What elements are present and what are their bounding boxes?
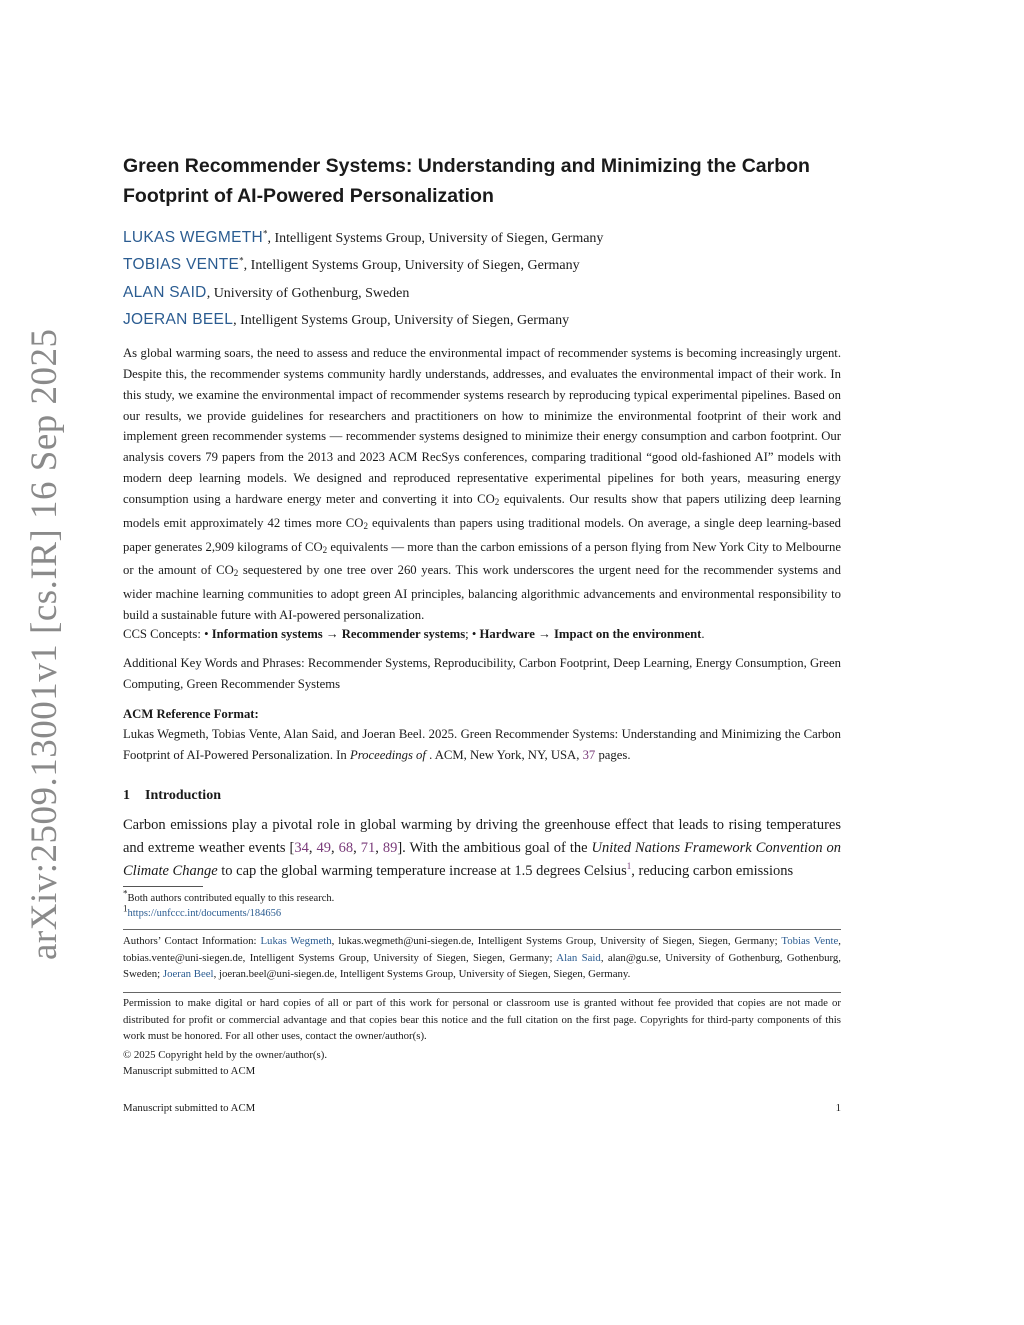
intro-text: Carbon emissions play a pivotal role in global warming by driving the greenhouse effect that leads to rising temperatures and extreme weather events [	[123, 817, 841, 856]
ccs-label: CCS Concepts: •	[123, 627, 212, 641]
paper-title: Green Recommender Systems: Understanding and Minimizing the Carbon Footprint of AI-Powered Personalization	[123, 155, 810, 207]
abstract-text: As global warming soars, the need to assess and reduce the environmental impact of recommender systems is becoming increasingly urgent. Despite this, the recommender systems community hardly understands, addresses, and evaluates the environmental impact of their work. In this study, we examine the environmental impact of recommender systems research by reproducing typical experimental pipelines. Based on our results, we provide guidelines for researchers and practitioners on how to minimize the environmental footprint of their work and implement green recommender systems — recommender systems designed to minimize their energy consumption and carbon footprint. Our analysis covers 79 papers from the 2013 and 2023 ACM RecSys conferences, comparing traditional “good old-fashioned AI” models with modern deep learning models. We designed and reproduced representative experimental pipelines for both years, measuring energy consumption using a hardware energy meter and converting it into CO	[123, 346, 841, 506]
permission-notice: Permission to make digital or hard copies of all or part of this work for personal or classroom use is granted without fee provided that copies are not made or distributed for profit or commercial advantage and that copies bear this notice and the full citation on the first page. Copyrights for third-party components of this work must be honored. For all other uses, contact the owner/author(s).	[123, 997, 841, 1043]
section-heading	[123, 786, 841, 806]
author-link[interactable]: Lukas Wegmeth	[260, 935, 332, 947]
author-name[interactable]: JOERAN BEEL	[123, 310, 234, 328]
reference-venue: Proceedings of	[349, 747, 430, 762]
author-list	[123, 224, 841, 333]
citation-link[interactable]: 71	[360, 840, 376, 856]
footnote	[123, 888, 841, 906]
ccs-concept: Hardware → Impact on the environment	[479, 627, 702, 641]
author-link[interactable]: Alan Said	[556, 951, 601, 964]
contact-text: , tobias.vente@uni-siegen.de, Intelligent Systems Group, University of Siegen, Siegen, Germany;	[123, 935, 841, 964]
citation-link[interactable]: 89	[382, 840, 398, 856]
section-title: Introduction	[145, 788, 221, 803]
footnote-mark: 1	[123, 903, 128, 914]
author-name[interactable]: TOBIAS VENTE	[123, 256, 240, 274]
reference-text: Lukas Wegmeth, Tobias Vente, Alan Said, and Joeran Beel. 2025. Green Recommender Systems: Understanding and Minimizing the Carbon Footprint of AI-Powered Personalization. In	[123, 727, 841, 762]
footnote	[123, 903, 841, 921]
author-link[interactable]: Joeran Beel	[162, 968, 214, 981]
author-name[interactable]: ALAN SAID	[123, 283, 207, 301]
citation-link[interactable]: 49	[316, 840, 331, 856]
ccs-concept: Information systems → Recommender systems	[211, 627, 466, 641]
manuscript-line: Manuscript submitted to ACM	[123, 1064, 256, 1077]
subscript: 2	[494, 496, 500, 507]
ccs-separator: ; •	[465, 627, 480, 641]
author-entry	[123, 306, 841, 333]
author-link[interactable]: Tobias Vente	[781, 935, 839, 947]
contact-text: , alan@gu.se, University of Gothenburg, Gothenburg, Sweden;	[123, 951, 841, 981]
author-entry	[123, 251, 841, 278]
arxiv-identifier: arXiv:2509.13001v1 [cs.IR] 16 Sep 2025	[24, 328, 65, 960]
footnote-mark: *	[123, 888, 128, 899]
contact-text: , lukas.wegmeth@uni-siegen.de, Intelligent Systems Group, University of Siegen, Siegen, Germany;	[331, 935, 782, 947]
citation-link[interactable]: 68	[338, 840, 354, 856]
abstract	[123, 343, 841, 626]
intro-paragraph: Carbon emissions play a pivotal role in global warming by driving the greenhouse effect that leads to rising temperatures and extreme weather events [34, 49, 68, 71, 89]. With the ambitious goal of the United Nations Framework Convention on Climate Change to cap the global warming temperature increase at 1.5 degrees Celsius$^1$, reducing carbon emissions	[123, 817, 842, 879]
abstract-text: equivalents than papers using traditional models. On average, a single deep learning-based paper generates 2,909 kilograms of CO	[123, 515, 841, 554]
subscript: 2	[322, 544, 328, 555]
subscript: 2	[363, 520, 368, 531]
footnote-url-link[interactable]: https://unfccc.int/documents/184656	[127, 908, 282, 919]
equal-contribution-mark: *	[239, 255, 244, 266]
page-count-link[interactable]: 37	[582, 747, 596, 762]
subscript: 2	[233, 568, 239, 579]
copyright-block	[123, 1048, 841, 1079]
citation-link[interactable]: 34	[294, 840, 309, 856]
page-number: 1	[835, 1102, 841, 1114]
ccs-concepts	[123, 624, 841, 644]
author-affiliation: , Intelligent Systems Group, University of Siegen, Germany	[267, 231, 604, 246]
author-name[interactable]: LUKAS WEGMETH	[123, 229, 263, 246]
abstract-text: equivalents — more than the carbon emissions of a person flying from New York City to Melbourne or the amount of CO	[123, 539, 841, 578]
footnote-mark[interactable]: 1	[626, 861, 632, 872]
page-footer	[123, 1101, 841, 1115]
reference-format-heading: ACM Reference Format:	[123, 707, 259, 721]
footnotes	[123, 888, 841, 921]
author-affiliation: , Intelligent Systems Group, University of Siegen, Germany	[243, 258, 580, 274]
intro-text: to cap the global warming temperature increase at 1.5 degrees Celsius	[217, 863, 627, 879]
contact-text: , joeran.beel@uni-siegen.de, Intelligent Systems Group, University of Siegen, Siegen, Germany.	[213, 968, 631, 981]
divider	[123, 929, 841, 930]
footnote-rule	[123, 886, 203, 887]
author-affiliation: , University of Gothenburg, Sweden	[206, 285, 410, 301]
intro-italic: United Nations Framework Convention on Climate Change	[123, 840, 842, 879]
intro-text: , reducing carbon emissions	[631, 863, 794, 879]
reference-text: pages.	[595, 747, 631, 762]
keywords: Additional Key Words and Phrases: Recommender Systems, Reproducibility, Carbon Footprint, Deep Learning, Energy Consumption, Green Computing, Green Recommender Systems	[123, 656, 841, 691]
author-entry	[123, 279, 841, 306]
equal-contribution-mark: *	[262, 228, 268, 239]
footer-label: Manuscript submitted to ACM	[123, 1102, 256, 1114]
contact-information	[123, 933, 841, 983]
divider	[123, 992, 841, 993]
intro-text: ]. With the ambitious goal of the	[397, 840, 592, 856]
footnote-text: Both authors contributed equally to this research.	[127, 893, 335, 904]
reference-format	[123, 724, 841, 766]
author-entry	[123, 224, 841, 251]
reference-text: . ACM, New York, NY, USA,	[429, 747, 583, 762]
copyright-line: © 2025 Copyright held by the owner/author(s).	[123, 1049, 328, 1061]
section-number: 1	[123, 788, 130, 803]
contact-label: Authors’ Contact Information:	[123, 935, 261, 947]
author-affiliation: , Intelligent Systems Group, University of Siegen, Germany	[233, 312, 570, 328]
ccs-end: .	[701, 627, 705, 641]
abstract-text: sequestered by one tree over 260 years. This work underscores the urgent need for the recommender systems and wider machine learning communities to adopt green AI principles, balancing algorithmic advancements and environmental responsibility to build a sustainable future with AI-powered personalization.	[123, 563, 841, 623]
abstract-text: equivalents. Our results show that papers utilizing deep learning models emit approximately 42 times more CO	[123, 491, 841, 530]
